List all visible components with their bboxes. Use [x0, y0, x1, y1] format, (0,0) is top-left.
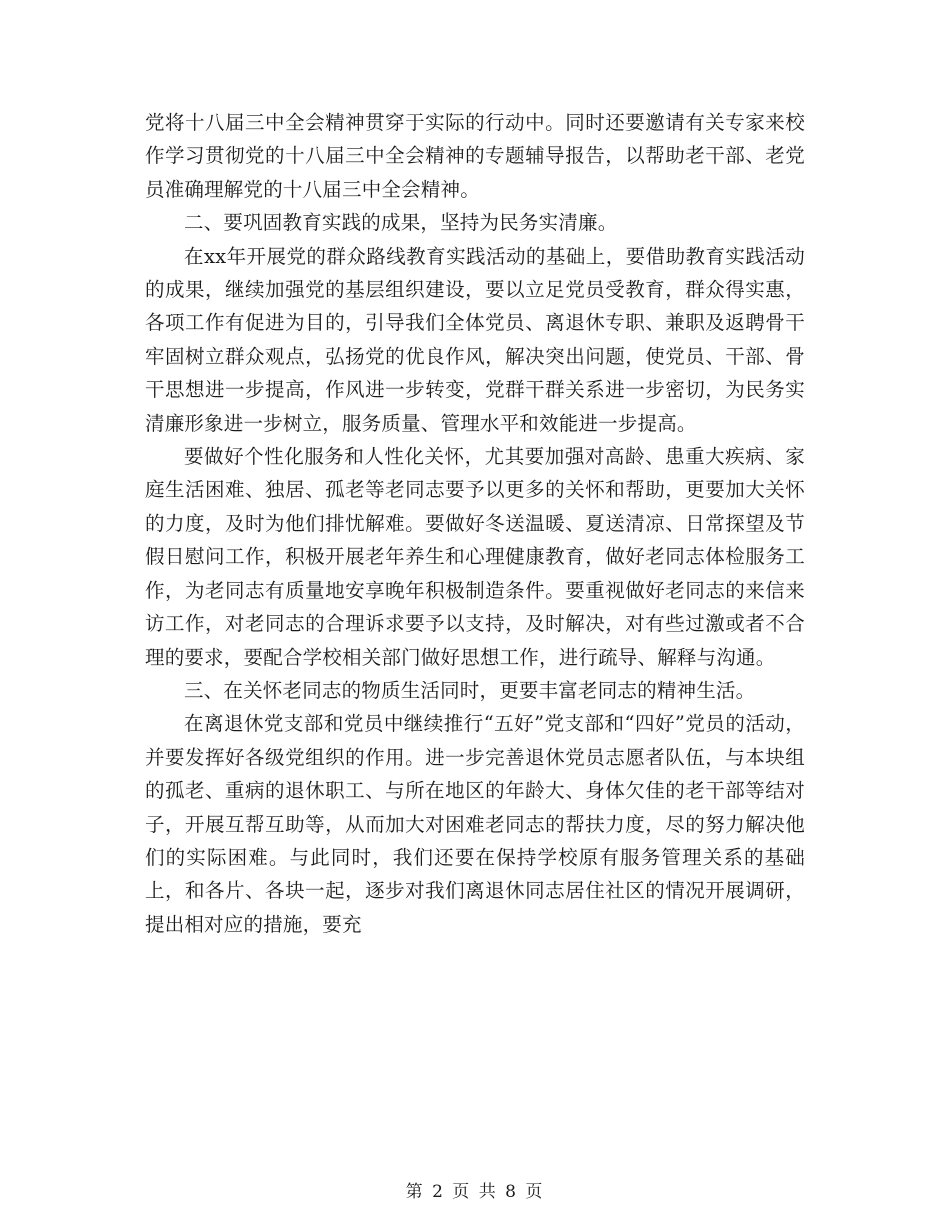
- paragraph: 在xx年开展党的群众路线教育实践活动的基础上，要借助教育实践活动的成果，继续加强党的基层组织建设，要以立足党员受教育，群众得实惠，各项工作有促进为目的，引导我们全体党员、离退休专职、兼职及返聘骨干牢固树立群众观点，弘扬党的优良作风，解决突出问题，使党员、干部、骨干思想进一步提高，作风进一步转变，党群干群关系进一步密切，为民务实清廉形象进一步树立，服务质量、管理水平和效能进一步提高。: [145, 244, 805, 435]
- paragraph: 在离退休党支部和党员中继续推行“五好”党支部和“四好”党员的活动，并要发挥好各级党组织的作用。进一步完善退休党员志愿者队伍，与本块组的孤老、重病的退休职工、与所在地区的年龄大、身体欠佳的老干部等结对子，开展互帮互助等，从而加大对困难老同志的帮扶力度，尽的努力解决他们的实际困难。与此同时，我们还要在保持学校原有服务管理关系的基础上，和各片、各块一起，逐步对我们离退休同志居住社区的情况开展调研，提出相对应的措施，要充: [145, 712, 805, 936]
- paragraph-continued: 党将十八届三中全会精神贯穿于实际的行动中。同时还要邀请有关专家来校作学习贯彻党的十八届三中全会精神的专题辅导报告，以帮助老干部、老党员准确理解党的十八届三中全会精神。: [145, 111, 805, 201]
- section-heading-2: 二、要巩固教育实践的成果，坚持为民务实清廉。: [184, 211, 618, 235]
- section-heading-3: 三、在关怀老同志的物质生活同时，更要丰富老同志的精神生活。: [184, 678, 756, 702]
- body-text: [145, 106, 805, 941]
- page-number-footer: 第 2 页 共 8 页: [405, 1182, 545, 1202]
- paragraph: 要做好个性化服务和人性化关怀，尤其要加强对高龄、患重大疾病、家庭生活困难、独居、孤老等老同志要予以更多的关怀和帮助，更要加大关怀的力度，及时为他们排忧解难。要做好冬送温暖、夏送清凉、日常探望及节假日慰问工作，积极开展老年养生和心理健康教育，做好老同志体检服务工作，为老同志有质量地安享晚年积极制造条件。要重视做好老同志的来信来访工作，对老同志的合理诉求要予以支持，及时解决，对有些过激或者不合理的要求，要配合学校相关部门做好思想工作，进行疏导、解释与沟通。: [145, 445, 805, 669]
